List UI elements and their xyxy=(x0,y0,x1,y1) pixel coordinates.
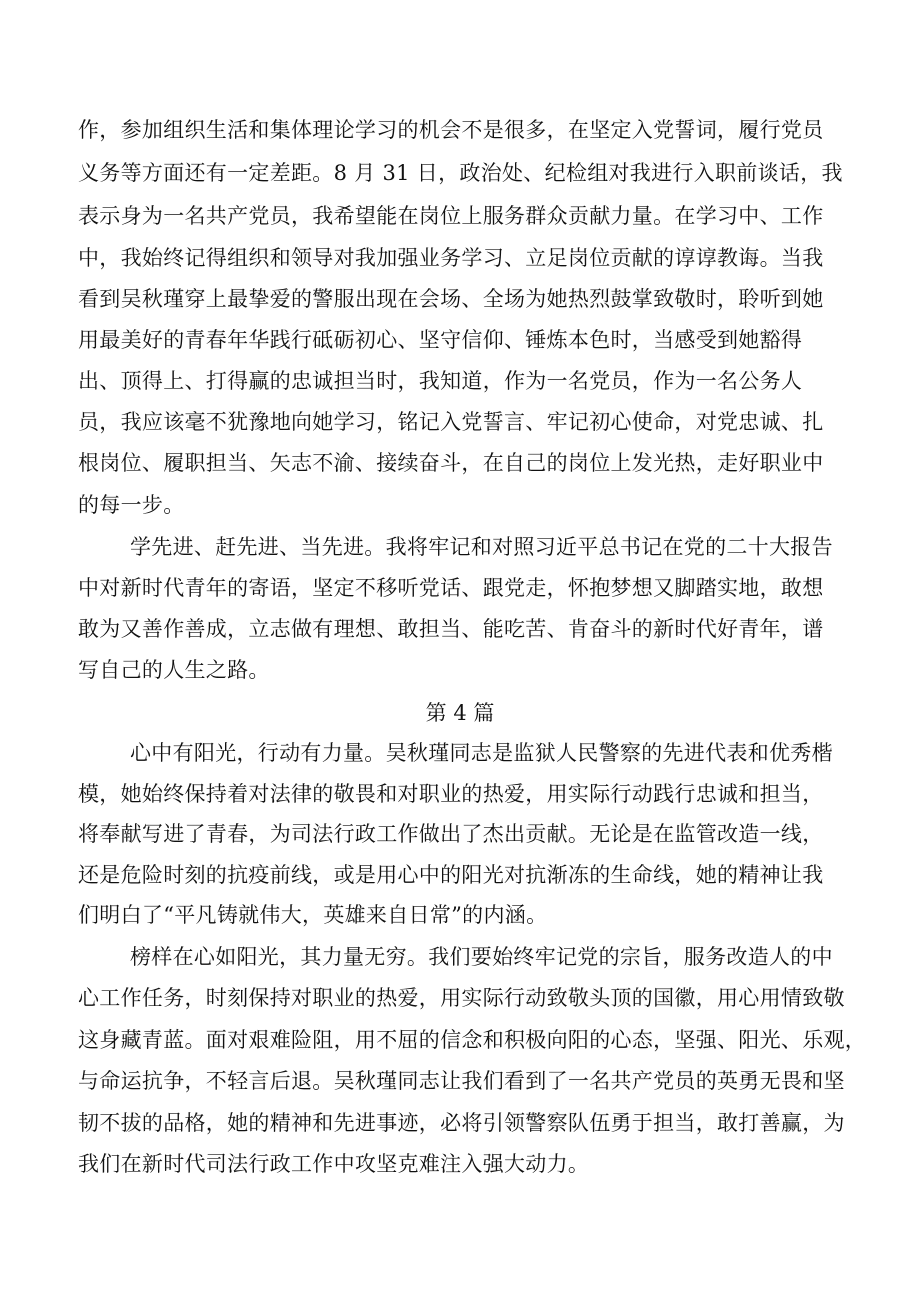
text-line: 的每一步。 xyxy=(78,493,185,517)
text-line: 们明白了“平凡铸就伟大，英雄来自日常”的内涵。 xyxy=(78,903,548,927)
text-line: 与命运抗争，不轻言后退。吴秋瑾同志让我们看到了一名共产党员的英勇无畏和坚 xyxy=(78,1069,845,1093)
text-line: 写自己的人生之路。 xyxy=(78,658,270,682)
text-line: 这身藏青蓝。面对艰难险阻，用不屈的信念和积极向阳的心态，坚强、阳光、乐观， xyxy=(78,1028,867,1052)
text-line: 心工作任务，时刻保持对职业的热爱，用实际行动致敬头顶的国徽，用心用情致敬 xyxy=(78,986,845,1010)
text-line: 我们在新时代司法行政工作中攻坚克难注入强大动力。 xyxy=(78,1152,590,1176)
text-line: 中对新时代青年的寄语，坚定不移听党话、跟党走，怀抱梦想又脚踏实地，敢想 xyxy=(78,576,824,600)
text-line: 模，她始终保持着对法律的敬畏和对职业的热爱，用实际行动践行忠诚和担当， xyxy=(78,782,824,806)
text-line: 义务等方面还有一定差距。8 月 31 日，政治处、纪检组对我进行入职前谈话，我 xyxy=(78,161,843,185)
text-line: 根岗位、履职担当、矢志不渝、接续奋斗，在自己的岗位上发光热，走好职业中 xyxy=(78,451,824,475)
text-line: 敢为又善作善成，立志做有理想、敢担当、能吃苦、肯奋斗的新时代好青年，谱 xyxy=(78,617,824,641)
text-line: 学先进、赶先进、当先进。我将牢记和对照习近平总书记在党的二十大报告 xyxy=(130,535,833,559)
text-line: 韧不拔的品格，她的精神和先进事迹，必将引领警察队伍勇于担当，敢打善赢，为 xyxy=(78,1111,845,1135)
section-heading: 第 4 篇 xyxy=(425,701,495,725)
text-line: 作，参加组织生活和集体理论学习的机会不是很多，在坚定入党誓词，履行党员 xyxy=(78,118,824,142)
text-line: 榜样在心如阳光，其力量无穷。我们要始终牢记党的宗旨，服务改造人的中 xyxy=(130,945,833,969)
text-line: 员，我应该毫不犹豫地向她学习，铭记入党誓言、牢记初心使命，对党忠诚、扎 xyxy=(78,410,824,434)
text-line: 中，我始终记得组织和领导对我加强业务学习、立足岗位贡献的谆谆教诲。当我 xyxy=(78,246,824,270)
text-line: 将奉献写进了青春，为司法行政工作做出了杰出贡献。无论是在监管改造一线， xyxy=(78,822,824,846)
text-line: 用最美好的青春年华践行砥砺初心、坚守信仰、锤炼本色时，当感受到她豁得 xyxy=(78,328,803,352)
text-line: 还是危险时刻的抗疫前线，或是用心中的阳光对抗渐冻的生命线，她的精神让我 xyxy=(78,863,824,887)
text-line: 出、顶得上、打得赢的忠诚担当时，我知道，作为一名党员，作为一名公务人 xyxy=(78,369,803,393)
text-line: 看到吴秋瑾穿上最挚爱的警服出现在会场、全场为她热烈鼓掌致敬时，聆听到她 xyxy=(78,287,824,311)
text-line: 心中有阳光，行动有力量。吴秋瑾同志是监狱人民警察的先进代表和优秀楷 xyxy=(130,741,833,765)
text-line: 表示身为一名共产党员，我希望能在岗位上服务群众贡献力量。在学习中、工作 xyxy=(78,204,824,228)
